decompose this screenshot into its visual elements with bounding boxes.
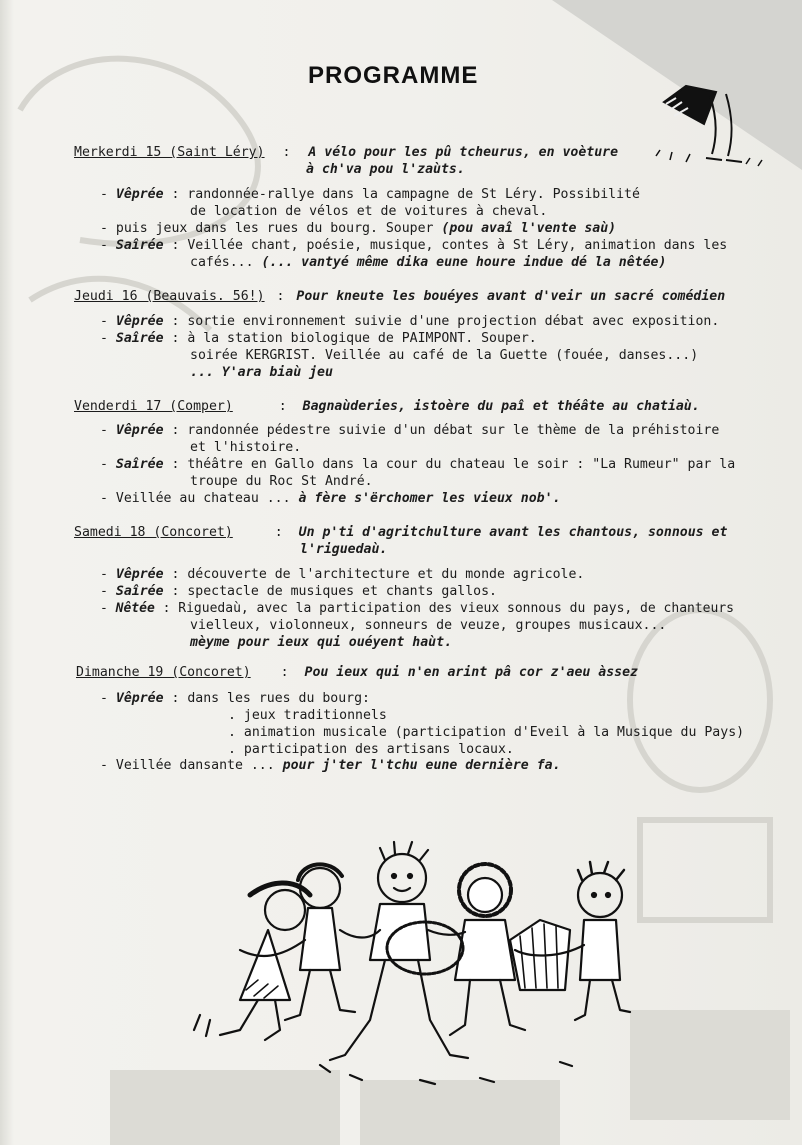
day-3-heading-row: [74, 398, 700, 415]
activity-text: théâtre en Gallo dans la cour du chateau le soir : "La Rumeur" par la: [187, 457, 736, 472]
activity-text: à la station biologique de PAIMPONT. Souper.: [187, 331, 537, 346]
sub-item: . participation des artisans locaux.: [228, 742, 514, 757]
label-colon: :: [163, 423, 188, 438]
activity-line: [100, 757, 561, 774]
bullet-dash: -: [100, 238, 116, 253]
activity-line: [100, 566, 584, 583]
activity-text: - puis jeux dans les rues du bourg. Souper: [100, 221, 442, 236]
bullet-dash: -: [100, 187, 116, 202]
activity-line: [100, 220, 616, 237]
activity-label: Saîrée: [115, 238, 164, 253]
activity-gallo-note: (pou avaî l'vente saù): [441, 221, 617, 236]
bullet-dash: -: [100, 457, 116, 472]
day-tagline: Un p'ti d'agritchulture avant les chantous, sonnous et: [298, 525, 728, 540]
activity-text: sortie environnement suivie d'une projection débat avec exposition.: [187, 314, 720, 329]
activity-gallo-note: (... vantyé même dika eune houre indue dé la nêtée): [261, 255, 667, 270]
activity-text-continued: troupe du Roc St André.: [190, 474, 373, 489]
activity-text: - Veillée dansante ...: [100, 758, 283, 773]
activity-text-continued: de location de vélos et de voitures à cheval.: [190, 204, 548, 219]
activity-gallo-note: pour j'ter l'tchu eune dernière fa.: [282, 758, 561, 773]
activity-gallo-note: ... Y'ara biaù jeu: [190, 365, 333, 380]
day-2-heading-row: [74, 288, 725, 305]
sub-item: . jeux traditionnels: [228, 708, 387, 723]
label-colon: :: [163, 187, 188, 202]
activity-gallo-note: à fère s'ërchomer les vieux nob'.: [298, 491, 561, 506]
activity-text: Veillée chant, poésie, musique, contes à St Léry, animation dans les: [187, 238, 728, 253]
activity-label: Saîrée: [115, 584, 164, 599]
day-tagline: Pou ieux qui n'en arint pâ cor z'aeu àssez: [304, 665, 638, 680]
activity-label: Saîrée: [115, 457, 164, 472]
day-heading: Jeudi 16 (Beauvais. 56!): [74, 289, 265, 304]
activity-text: spectacle de musiques et chants gallos.: [187, 584, 498, 599]
bullet-dash: -: [100, 331, 116, 346]
activity-label: Vêprée: [115, 691, 164, 706]
day-tagline: Bagnaùderies, istoère du paî et théâte au chatiaù.: [302, 399, 700, 414]
children-dancing-illustration: [180, 840, 660, 1090]
accordion-player-icon: [646, 74, 766, 174]
day-tagline: A vélo pour les pû tcheurus, en voèture: [308, 145, 619, 160]
activity-line: [100, 186, 640, 203]
activity-line: [190, 254, 666, 271]
activity-line: [100, 490, 561, 507]
activity-line: [100, 690, 370, 707]
day-tagline-continued: l'riguedaù.: [300, 542, 388, 557]
day-colon: :: [282, 145, 291, 160]
activity-gallo-note: mèyme pour ieux qui ouéyent haùt.: [190, 635, 453, 650]
activity-text-continued: soirée KERGRIST. Veillée au café de la Guette (fouée, danses...): [190, 348, 699, 363]
day-1-heading-row: [74, 144, 618, 161]
sub-item: . animation musicale (participation d'Eveil à la Musique du Pays): [228, 725, 745, 740]
day-colon: :: [274, 525, 283, 540]
activity-line: [100, 422, 719, 439]
activity-line: [100, 330, 537, 347]
bullet-dash: -: [100, 584, 116, 599]
bullet-dash: -: [100, 691, 116, 706]
day-heading: Venderdi 17 (Comper): [74, 399, 233, 414]
activity-label: Nêtée: [115, 601, 155, 616]
activity-line: [100, 237, 727, 254]
activity-label: Vêprée: [115, 423, 164, 438]
activity-text: Riguedaù, avec la participation des vieux sonnous du pays, de chanteurs: [178, 601, 734, 616]
bullet-dash: -: [100, 601, 116, 616]
activity-text: - Veillée au chateau ...: [100, 491, 299, 506]
label-colon: :: [163, 567, 188, 582]
bullet-dash: -: [100, 567, 116, 582]
activity-text: randonnée-rallye dans la campagne de St Léry. Possibilité: [187, 187, 640, 202]
activity-text: randonnée pédestre suivie d'un débat sur le thème de la préhistoire: [187, 423, 720, 438]
day-tagline: Pour kneute les bouéyes avant d'veir un sacré comédien: [296, 289, 726, 304]
day-5-heading-row: [76, 664, 638, 681]
bullet-dash: -: [100, 314, 116, 329]
day-heading: Merkerdi 15 (Saint Léry): [74, 145, 265, 160]
activity-line: [100, 583, 497, 600]
day-colon: :: [276, 289, 285, 304]
activity-text-continued: vielleux, violonneux, sonneurs de veuze, groupes musicaux...: [190, 618, 667, 633]
label-colon: :: [163, 691, 188, 706]
activity-text-continued: et l'histoire.: [190, 440, 302, 455]
label-colon: :: [163, 238, 188, 253]
label-colon: :: [163, 314, 188, 329]
label-colon: :: [154, 601, 179, 616]
label-colon: :: [163, 331, 188, 346]
activity-text: dans les rues du bourg:: [187, 691, 370, 706]
activity-label: Vêprée: [115, 567, 164, 582]
day-tagline-continued: à ch'va pou l'zaùts.: [306, 162, 465, 177]
page-title: PROGRAMME: [308, 62, 479, 89]
day-colon: :: [278, 399, 287, 414]
activity-label: Vêprée: [115, 187, 164, 202]
day-heading: Dimanche 19 (Concoret): [76, 665, 251, 680]
activity-label: Vêprée: [115, 314, 164, 329]
day-4-heading-row: [74, 524, 727, 541]
activity-text-continued: cafés...: [190, 255, 262, 270]
activity-line: [100, 600, 734, 617]
label-colon: :: [163, 457, 188, 472]
label-colon: :: [163, 584, 188, 599]
activity-text: découverte de l'architecture et du monde agricole.: [187, 567, 585, 582]
day-heading: Samedi 18 (Concoret): [74, 525, 233, 540]
activity-line: [100, 313, 719, 330]
activity-line: [100, 456, 735, 473]
day-colon: :: [280, 665, 289, 680]
activity-label: Saîrée: [115, 331, 164, 346]
bullet-dash: -: [100, 423, 116, 438]
